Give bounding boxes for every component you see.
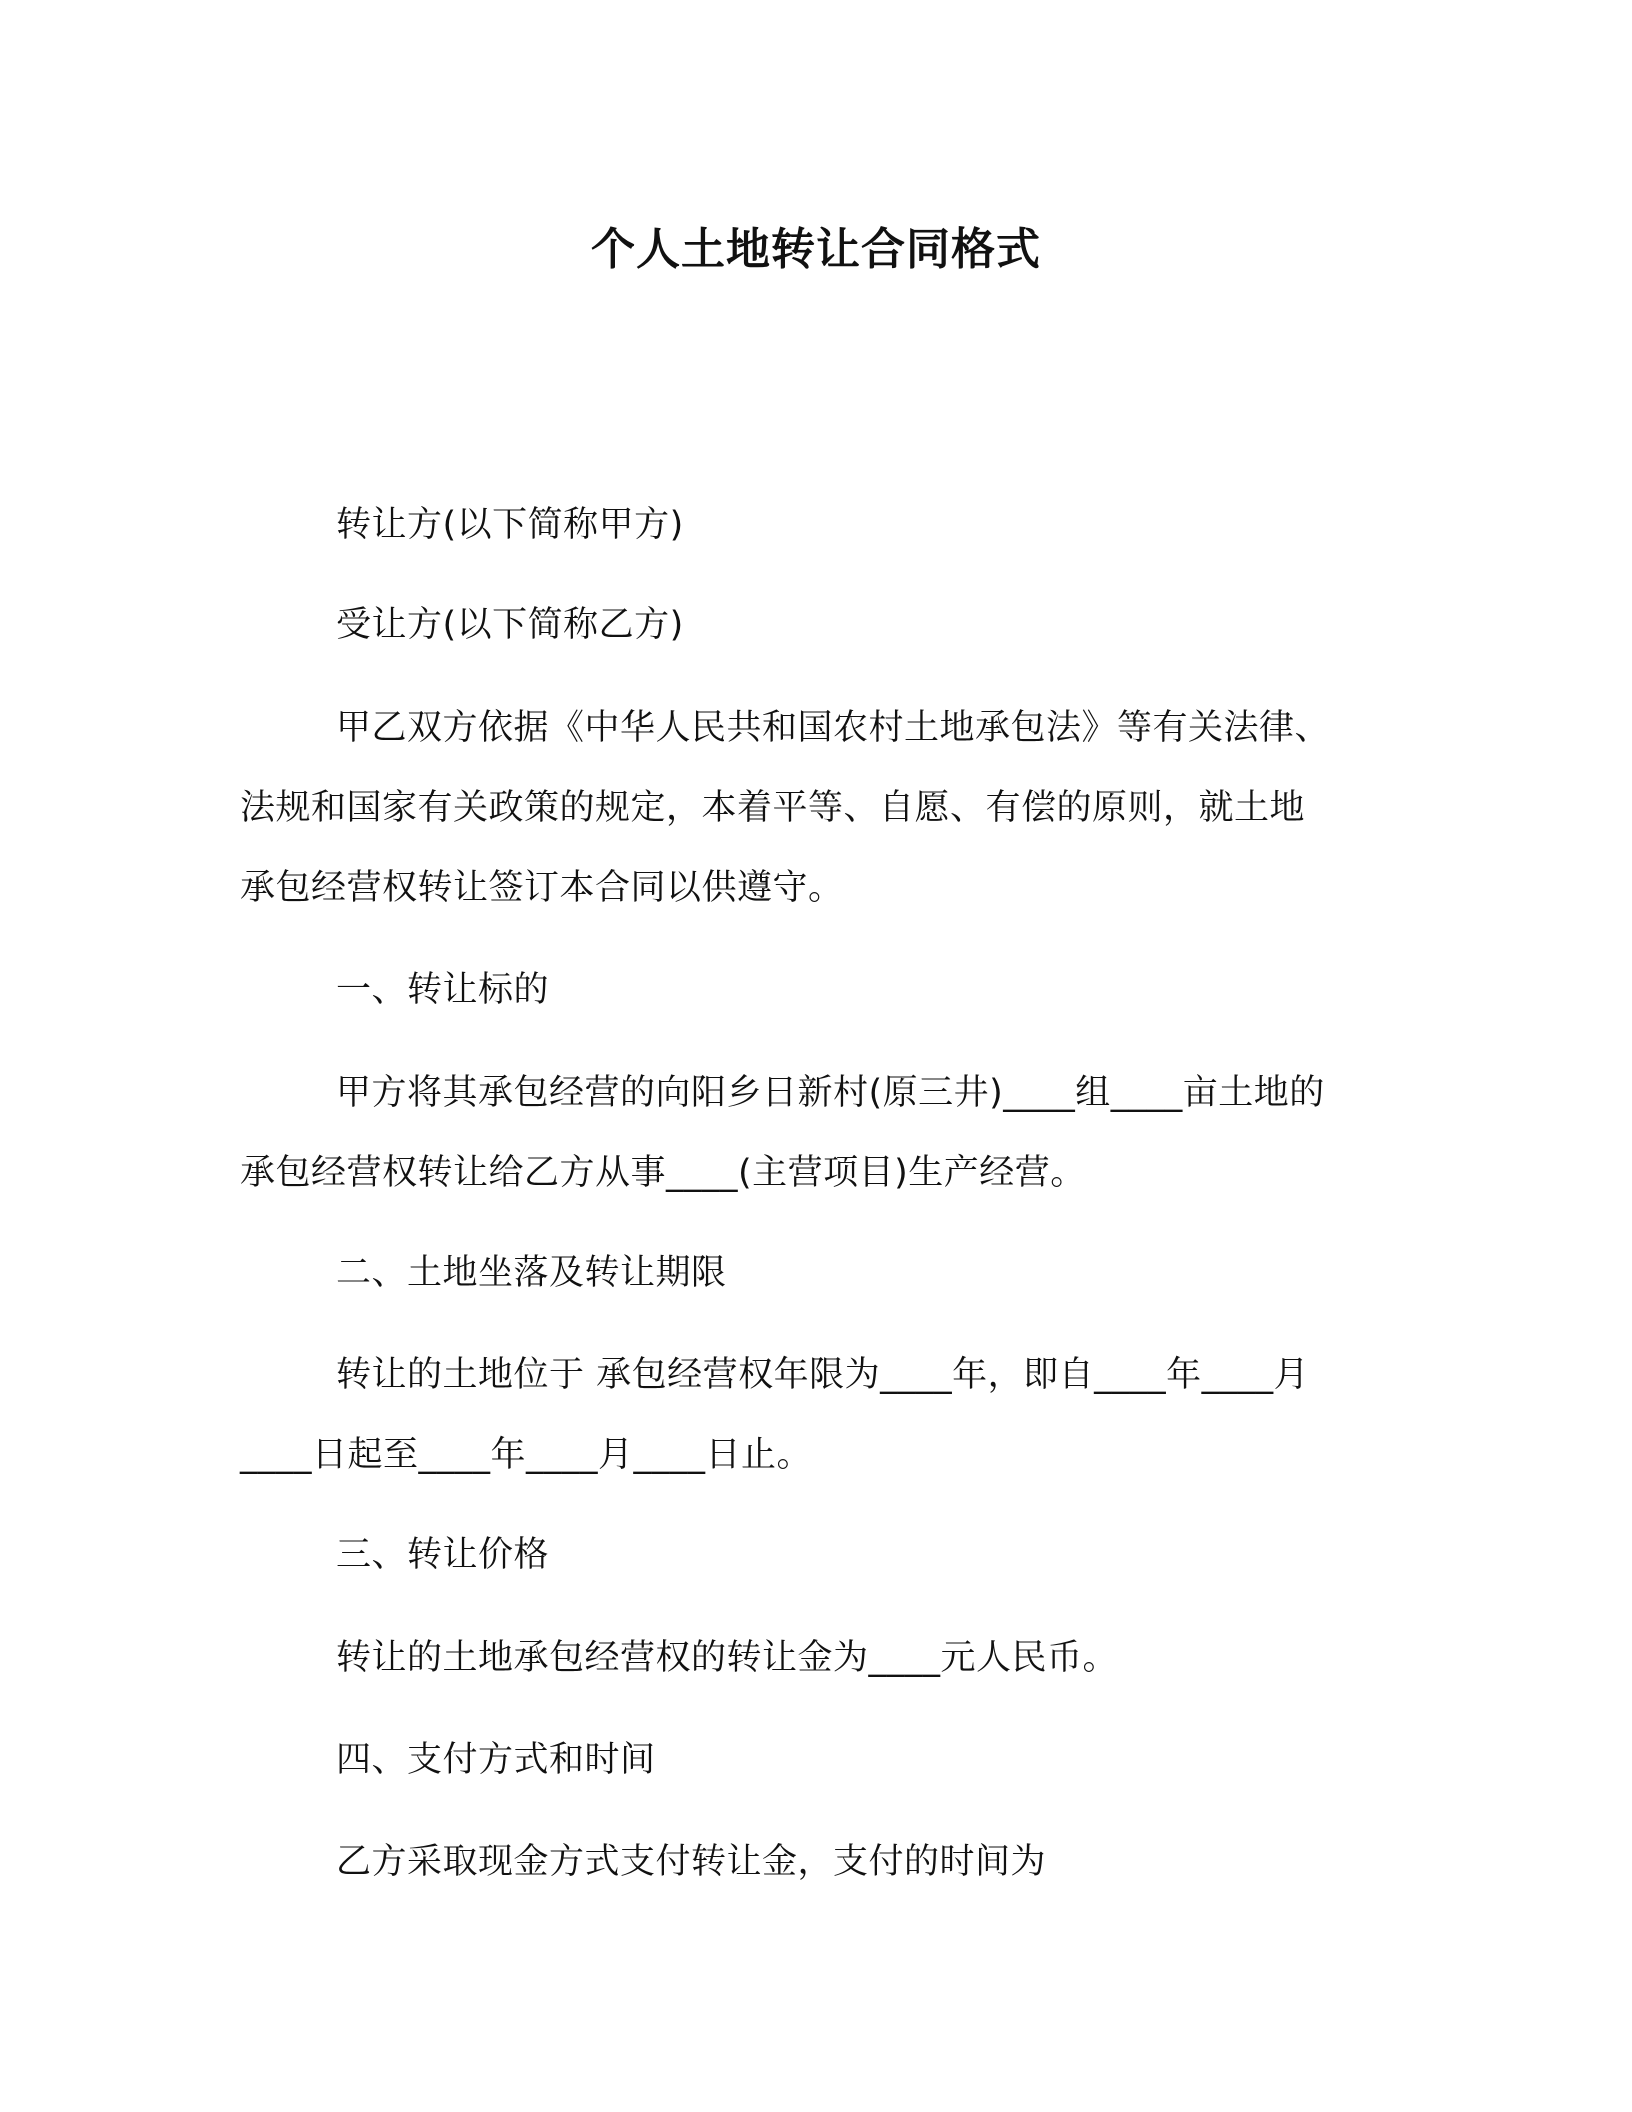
preamble-paragraph xyxy=(240,688,1440,928)
section-2-paragraph xyxy=(240,1335,1440,1495)
transferee-line: 受让方(以下简称乙方) xyxy=(336,605,684,645)
transferor-line: 转让方(以下简称甲方) xyxy=(336,505,684,545)
section-2-line-2: ____日起至____年____月____日止。 xyxy=(240,1435,813,1475)
section-1-line-1: 甲方将其承包经营的向阳乡日新村(原三井)____组____亩土地的 xyxy=(336,1073,1325,1113)
document-title: 个人土地转让合同格式 xyxy=(591,224,1041,275)
preamble-line-3: 承包经营权转让签订本合同以供遵守。 xyxy=(240,868,844,908)
section-2-line-1: 转让的土地位于 承包经营权年限为____年，即自____年____月 xyxy=(336,1355,1310,1395)
section-1-heading: 一、转让标的 xyxy=(336,970,550,1010)
section-3-line-1: 转让的土地承包经营权的转让金为____元人民币。 xyxy=(336,1638,1119,1678)
preamble-line-1: 甲乙双方依据《中华人民共和国农村土地承包法》等有关法律、 xyxy=(336,708,1331,748)
section-1-line-2: 承包经营权转让给乙方从事____(主营项目)生产经营。 xyxy=(240,1153,1086,1193)
section-4-line-1: 乙方采取现金方式支付转让金，支付的时间为 xyxy=(336,1842,1047,1882)
section-3-heading: 三、转让价格 xyxy=(336,1535,550,1575)
section-2-heading: 二、土地坐落及转让期限 xyxy=(336,1253,727,1293)
preamble-line-2: 法规和国家有关政策的规定，本着平等、自愿、有偿的原则，就土地 xyxy=(240,788,1306,828)
section-1-paragraph xyxy=(240,1053,1440,1213)
section-4-heading: 四、支付方式和时间 xyxy=(336,1740,656,1780)
